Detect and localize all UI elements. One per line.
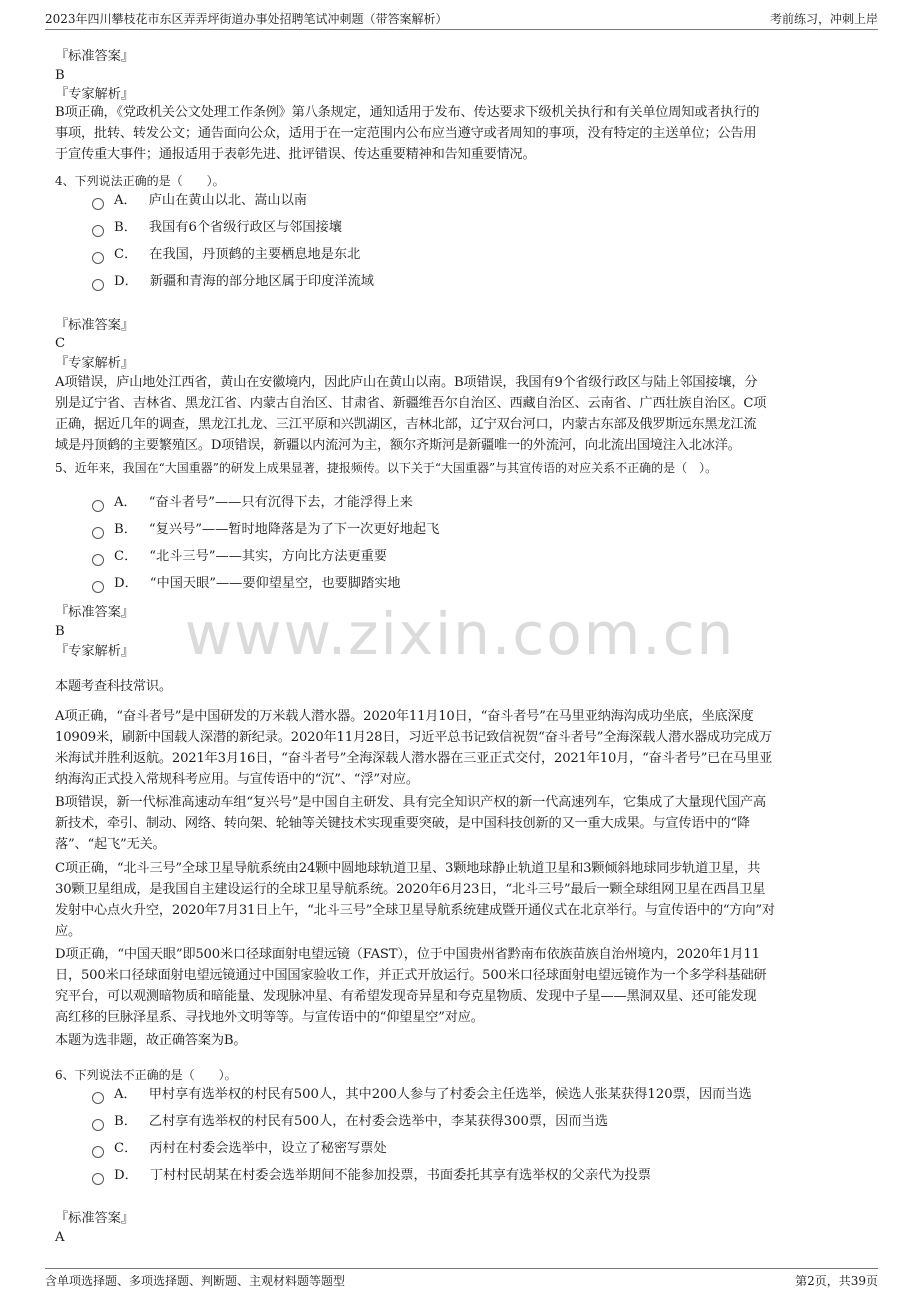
answer-label: 『标准答案』	[55, 49, 135, 64]
option-key: C．	[114, 549, 138, 564]
option-text: 甲村享有选举权的村民有500人，其中200人参与了村委会主任选举，候选人张某获得120票，因而当选	[148, 1087, 752, 1102]
option-c[interactable]	[92, 1137, 387, 1161]
page-header	[45, 8, 878, 30]
option-b[interactable]	[92, 216, 342, 240]
analysis-paragraph	[55, 792, 870, 855]
option-text: 乙村享有选举权的村民有500人，在村委会选举中，李某获得300票，因而当选	[148, 1114, 609, 1129]
analysis-paragraph	[55, 944, 870, 1028]
option-key: B．	[114, 1114, 137, 1129]
option-c[interactable]	[92, 545, 387, 569]
option-key: A．	[114, 495, 137, 510]
analysis-line: 域是丹顶鹤的主要繁殖区。D项错误，新疆以内流河为主，额尔齐斯河是新疆唯一的外流河，向北流出国境注入北冰洋。	[55, 438, 741, 453]
analysis-label: 『专家解析』	[55, 644, 135, 659]
option-d[interactable]	[92, 270, 374, 294]
header-slogan: 考前练习，冲刺上岸	[769, 12, 878, 26]
option-key: A．	[114, 1087, 137, 1102]
analysis-text	[55, 372, 870, 456]
analysis-paragraph	[55, 706, 870, 790]
analysis-line: 本题为选非题，故正确答案为B。	[55, 1033, 247, 1048]
analysis-line: 新技术，牵引、制动、网络、转向架、轮轴等关键技术实现重要突破，是中国科技创新的又一重大成果。与宣传语中的“降	[55, 816, 750, 831]
analysis-paragraph	[55, 676, 870, 697]
answer-label: 『标准答案』	[55, 318, 135, 333]
answer-value: B	[55, 624, 65, 639]
analysis-line: 本题考查科技常识。	[55, 679, 172, 694]
analysis-line: 日，500米口径球面射电望远镜通过中国国家验收工作，并正式开放运行。500米口径球面射电望远镜作为一个多学科基础研	[55, 968, 767, 983]
option-text: 在我国，丹顶鹤的主要栖息地是东北	[149, 247, 361, 262]
option-key: C．	[114, 1141, 138, 1156]
analysis-line: B项错误，新一代标准高速动车组“复兴号”是中国自主研发、具有完全知识产权的新一代高速列车，它集成了大量现代国产高	[55, 795, 766, 810]
radio-icon[interactable]	[92, 279, 104, 291]
analysis-line: B项正确，《党政机关公文处理工作条例》第八条规定，通知适用于发布、传达要求下级机关执行和有关单位周知或者执行的	[55, 105, 760, 120]
option-key: B．	[114, 522, 137, 537]
option-d[interactable]	[92, 572, 401, 596]
analysis-line: 发射中心点火升空，2020年7月31日上午，“北斗三号”全球卫星导航系统建成暨开通仪式在北京举行。与宣传语中的“方向”对	[55, 903, 775, 918]
analysis-line: 别是辽宁省、吉林省、黑龙江省、内蒙古自治区、甘肃省、新疆维吾尔自治区、西藏自治区、云南省、广西壮族自治区。C项	[55, 396, 767, 411]
question-stem: 5、近年来，我国在“大国重器”的研发上成果显著，捷报频传。以下关于“大国重器”与其宣传语的对应关系不正确的是（ ）。	[55, 461, 718, 475]
radio-icon[interactable]	[92, 198, 104, 210]
option-c[interactable]	[92, 243, 360, 267]
option-key: A．	[114, 193, 137, 208]
option-key: D．	[114, 576, 138, 591]
radio-icon[interactable]	[92, 1092, 104, 1104]
answer-label: 『标准答案』	[55, 1211, 135, 1226]
option-text: “复兴号”——暂时地降落是为了下一次更好地起飞	[148, 522, 440, 537]
option-key: D．	[114, 274, 138, 289]
option-text: 我国有6个省级行政区与邻国接壤	[148, 220, 342, 235]
option-text: 丁村村民胡某在村委会选举期间不能参加投票，书面委托其享有选举权的父亲代为投票	[149, 1168, 651, 1183]
radio-icon[interactable]	[92, 1146, 104, 1158]
analysis-line: A项正确，“奋斗者号”是中国研发的万米载人潜水器。2020年11月10日，“奋斗者号”在马里亚纳海沟成功坐底，坐底深度	[55, 709, 754, 724]
analysis-line: 正确，据近几年的调查，黑龙江扎龙、三江平原和兴凯湖区，吉林北部，辽宁双台河口，内蒙古东部及俄罗斯远东黑龙江流	[55, 417, 757, 432]
document-title: 2023年四川攀枝花市东区弄弄坪街道办事处招聘笔试冲刺题（带答案解析）	[45, 12, 448, 26]
radio-icon[interactable]	[92, 225, 104, 237]
analysis-line: 高红移的巨脉泽星系、寻找地外文明等等。与宣传语中的“仰望星空”对应。	[55, 1010, 484, 1025]
option-text: 庐山在黄山以北、嵩山以南	[148, 193, 307, 208]
page-number: 第2页，共39页	[795, 1274, 878, 1288]
answer-label: 『标准答案』	[55, 605, 135, 620]
option-text: “奋斗者号”——只有沉得下去，才能浮得上来	[148, 495, 413, 510]
answer-value: B	[55, 68, 65, 83]
radio-icon[interactable]	[92, 554, 104, 566]
analysis-label: 『专家解析』	[55, 87, 135, 102]
analysis-line: 应。	[55, 924, 81, 939]
option-b[interactable]	[92, 1110, 608, 1134]
option-a[interactable]	[92, 491, 413, 515]
option-text: 新疆和青海的部分地区属于印度洋流域	[149, 274, 374, 289]
analysis-line: 于宣传重大事件；通报适用于表彰先进、批评错误、传达重要精神和告知重要情况。	[55, 147, 536, 162]
analysis-line: 落”、“起飞”无关。	[55, 837, 166, 852]
analysis-line: 纳海沟正式投入常规科考应用。与宣传语中的“沉”、“浮”对应。	[55, 772, 419, 787]
radio-icon[interactable]	[92, 527, 104, 539]
radio-icon[interactable]	[92, 1173, 104, 1185]
answer-value: C	[55, 336, 66, 351]
radio-icon[interactable]	[92, 500, 104, 512]
radio-icon[interactable]	[92, 252, 104, 264]
analysis-paragraph	[55, 858, 870, 942]
option-b[interactable]	[92, 518, 439, 542]
question-stem: 6、下列说法不正确的是（ ）。	[55, 1068, 237, 1082]
analysis-label: 『专家解析』	[55, 356, 135, 371]
analysis-line: 10909米，刷新中国载人深潜的新纪录。2020年11月28日，习近平总书记致信祝贺“奋斗者号”全海深载人潜水器成功完成万	[55, 730, 772, 745]
analysis-line: A项错误，庐山地处江西省，黄山在安徽境内，因此庐山在黄山以南。B项错误，我国有9个省级行政区与陆上邻国接壤，分	[55, 375, 758, 390]
radio-icon[interactable]	[92, 1119, 104, 1131]
analysis-line: 事项，批转、转发公文；通告面向公众，适用于在一定范围内公布应当遵守或者周知的事项，没有特定的主送单位；公告用	[55, 126, 757, 141]
analysis-line: 究平台，可以观测暗物质和暗能量、发现脉冲星、有希望发现奇异星和夸克星物质、发现中子星——黑洞双星、还可能发现	[55, 989, 757, 1004]
page-footer	[45, 1268, 878, 1292]
analysis-line: C项正确，“北斗三号”全球卫星导航系统由24颗中圆地球轨道卫星、3颗地球静止轨道卫星和3颗倾斜地球同步轨道卫星，共	[55, 861, 761, 876]
question-stem: 4、下列说法正确的是（ ）。	[55, 174, 225, 188]
option-key: C．	[114, 247, 138, 262]
footer-question-types: 含单项选择题、多项选择题、判断题、主观材料题等题型	[45, 1274, 346, 1288]
option-d[interactable]	[92, 1164, 651, 1188]
analysis-line: 30颗卫星组成，是我国自主建设运行的全球卫星导航系统。2020年6月23日，“北斗三号”最后一颗全球组网卫星在西昌卫星	[55, 882, 766, 897]
option-key: D．	[114, 1168, 138, 1183]
option-a[interactable]	[92, 1083, 752, 1107]
watermark: www.zixin.com.cn	[184, 600, 736, 668]
analysis-line: D项正确，“中国天眼”即500米口径球面射电望远镜（FAST），位于中国贵州省黔南布依族苗族自治州境内，2020年1月11	[55, 947, 760, 962]
option-text: 丙村在村委会选举中，设立了秘密写票处	[149, 1141, 387, 1156]
analysis-paragraph	[55, 1030, 870, 1051]
analysis-text	[55, 102, 870, 165]
radio-icon[interactable]	[92, 581, 104, 593]
option-a[interactable]	[92, 189, 307, 213]
option-key: B．	[114, 220, 137, 235]
option-text: “北斗三号”——其实，方向比方法更重要	[149, 549, 387, 564]
analysis-line: 米海试并胜利返航。2021年3月16日，“奋斗者号”全海深载人潜水器在三亚正式交付，2021年10月，“奋斗者号”已在马里亚	[55, 751, 773, 766]
option-text: “中国天眼”——要仰望星空，也要脚踏实地	[149, 576, 401, 591]
answer-value: A	[55, 1230, 65, 1245]
